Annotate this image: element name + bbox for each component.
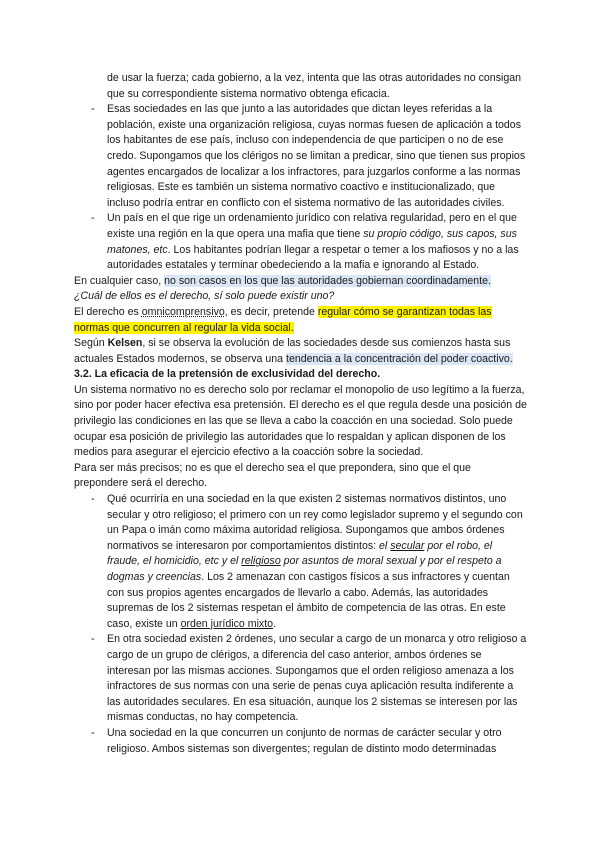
paragraph: Un sistema normativo no es derecho solo por reclamar el monopolio de uso legítimo a la fuerza, sino por poder hacer efectiva esa pretensión. El derecho es el que regula desde una posición de privilegio las condiciones en las que se lleva a cabo la coacción en una sociedad. Solo puede ocupar esa posición de privilegio las autoridades que lo respaldan y aplican disponen de los medios para asegurar el ejercicio efectivo a la coacción sobre la sociedad. [74, 383, 527, 459]
text-run: Un país en el que rige un ordenamiento jurídico con relativa regularidad, pero en el que existe una región en la que opera una mafia que tiene [107, 212, 517, 240]
underlined-italic: religioso [241, 555, 281, 568]
section-heading: 3.2. La eficacia de la pretensión de exclusividad del derecho. [74, 368, 381, 381]
underlined-term: orden jurídico mixto [180, 617, 274, 630]
list-item: - Esas sociedades en las que junto a las autoridades que dictan leyes referidas a la población, existe una organización religiosa, cuyas normas fuesen de aplicación a todos los habitantes de ese país, incluso con independencia de que participen o no de ese credo. Supongamos que los clérigos no se limitan a predicar, sino que tienen sus propios agentes encargados de localizar a los infractores, para juzgarlos conforme a las normas religiosas. Este es también un sistema normativo coactivo e institucionalizado, que incluso podría entrar en conflicto con el sistema normativo de las autoridades civiles. [74, 102, 528, 211]
text-run: . Los 2 amenazan con castigos físicos a sus infractores y cuentan con sus propios agentes encargados de llevarlo a cabo. Además, las autoridades supremas de los 2 sistemas respetan el ámbito de competencia de las otras. En este caso, existe un [107, 571, 510, 630]
text-run: En cualquier caso, [74, 274, 165, 287]
text-run: El derecho es [74, 305, 142, 318]
text-run: . [273, 617, 277, 630]
examples-list-2 [74, 492, 528, 757]
list-item [74, 492, 528, 632]
list-item-continuation: de usar la fuerza; cada gobierno, a la vez, intenta que las otras autoridades no consigan que su correspondiente sistema normativo obtenga eficacia. [107, 72, 522, 100]
paragraph [74, 305, 528, 336]
text-run: Según [74, 337, 108, 350]
underlined-term: omnicomprensivo [141, 305, 225, 318]
highlighted-text: tendencia a la concentración del poder coactivo. [286, 352, 513, 365]
bold-name: Kelsen [107, 337, 143, 350]
italic-text: por el robo, el fraude, el homicidio, etc y el [107, 539, 493, 568]
italic-text: por asuntos de moral sexual y por el respeto a dogmas y creencias [107, 555, 502, 583]
underlined-italic: secular [390, 539, 425, 552]
document-page [74, 71, 528, 757]
text-run: , es decir, pretende [224, 305, 318, 318]
highlighted-text: regular cómo se garantizan todas las normas que concurren al regular la vida social. [74, 305, 492, 334]
paragraph [74, 336, 528, 367]
question-line [74, 289, 528, 305]
list-item: - Una sociedad en la que concurren un conjunto de normas de carácter secular y otro religioso. Ambos sistemas son divergentes; regulan de distinto modo determinadas [74, 726, 528, 757]
list-item [74, 211, 528, 273]
italic-text: su propio código, sus capos, sus matones, etc [107, 227, 517, 256]
paragraph [74, 274, 528, 290]
paragraph: Para ser más precisos; no es que el derecho sea el que prepondera, sino que el que prepondere será el derecho. [74, 461, 471, 490]
text-run: Qué ocurriría en una sociedad en la que existen 2 sistemas normativos distintos, uno secular y otro religioso; el primero con un rey como legislador supremo y el segundo con un Papa o imán como máxima autoridad religiosa. Supongamos que ambos órdenes normativos se interesaron por comportamientos distintos: [107, 493, 523, 552]
italic-question: ¿Cuál de ellos es el derecho, sí solo puede existir uno? [74, 290, 335, 303]
text-run: , si se observa la evolución de las sociedades desde sus comienzos hasta sus actuales Estados modernos, se observa una [74, 337, 511, 365]
text-run: . Los habitantes podrían llegar a respetar o temer a los mafiosos y no a las autoridades estatales y terminar obedeciendo a la mafia e ignorando al Estado. [107, 243, 519, 272]
italic-text: el [379, 539, 391, 552]
examples-list-1 [74, 102, 528, 274]
list-item: - En otra sociedad existen 2 órdenes, uno secular a cargo de un monarca y otro religioso a cargo de un grupo de clérigos, a diferencia del caso anterior, ambos órdenes se interesan por las mismas acciones. Supongamos que el orden religioso amenaza a los infractores de sus normas con una serie de penas cuya aplicación resulta indiferente a las autoridades seculares. En esa situación, aunque los 2 sistemas se interesen por las mismas conductas, no hay competencia. [74, 632, 528, 726]
highlighted-text: no son casos en los que las autoridades gobiernan coordinadamente. [164, 274, 491, 287]
